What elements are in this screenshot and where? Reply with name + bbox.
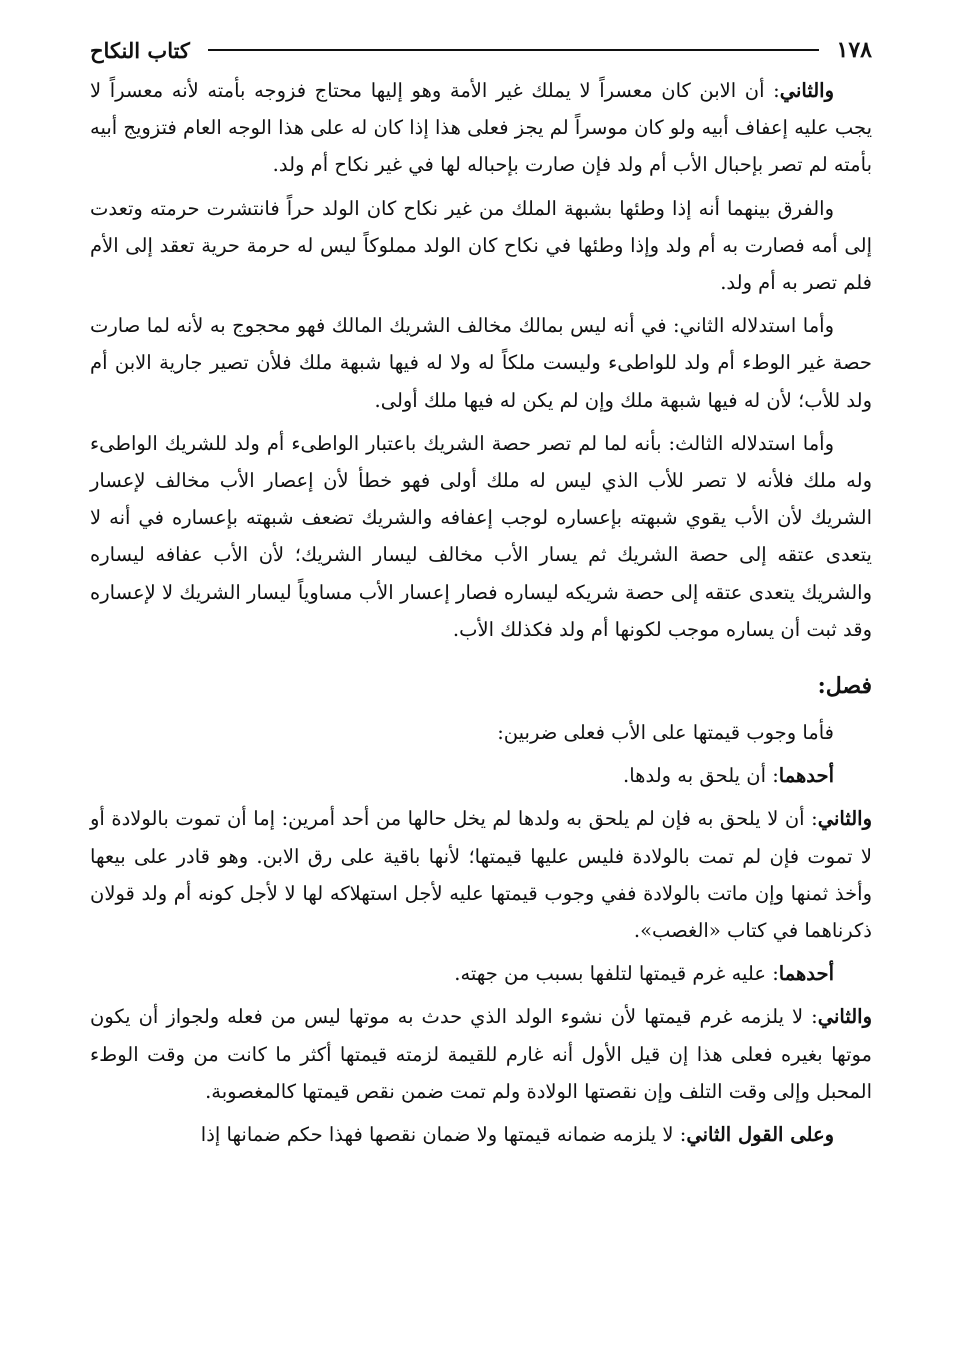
paragraph — [90, 1116, 872, 1153]
paragraph — [90, 757, 872, 794]
book-page — [90, 28, 872, 1358]
paragraph — [90, 800, 872, 949]
paragraph-text: : لا يلزمه ضمانه قيمتها ولا ضمان نقصها فهذا حكم ضمانها إذا — [200, 1123, 687, 1147]
paragraph — [90, 998, 872, 1110]
paragraph-text: والفرق بينهما أنه إذا وطئها بشبهة الملك من غير نكاح كان الولد حراً فانتشرت حرمته وتعدت إلى أمه فصارت به أم ولد وإذا وطئها في نكاح كان الولد مملوكاً ليس له حرمة حرية تعقد إلى الأم فلم تصر به أم ولد. — [90, 196, 872, 295]
paragraph — [90, 190, 872, 302]
running-header — [90, 28, 872, 72]
paragraph-text: : أن يلحق به ولدها. — [623, 764, 779, 788]
paragraph-text: فأما وجوب قيمتها على الأب فعلى ضربين: — [497, 721, 834, 745]
paragraph-text: وأما استدلاله الثالث: بأنه لما لم تصر حصة الشريك باعتبار الواطىء أم ولد للشريك الواطىء وله ملك فلأنه لا تصر للأب الذي ليس له ملك أولى فهو خطأ لأن إعصار الأب مخالف لإعسار الشريك لأن الأب يقوي شبهته بإعساره لوجب إعفافه والشريك تضعف شبهته بإعساره في أنه لا يتعدى عتقه إلى حصة الشريك ثم يسار الأب مخالف ليسار الشريك؛ لأن الأب عفافه ليساره والشريك يتعدى عتقه إلى حصة شريكه ليساره فصار إعسار الأب مساوياً ليسار الشريك لا لإعساره وقد ثبت أن يساره موجب لكونها أم ولد فكذلك الأب. — [90, 431, 872, 641]
paragraph-lead: وعلى القول الثاني — [686, 1123, 834, 1147]
book-title: كتاب النكاح — [90, 37, 190, 63]
paragraph-text: : عليه غرم قيمتها لتلفها بسبب من جهته. — [454, 962, 779, 986]
paragraph-lead: والثاني — [817, 1005, 872, 1029]
paragraph — [90, 307, 872, 419]
paragraph — [90, 425, 872, 648]
paragraph-lead: والثاني — [779, 79, 834, 102]
paragraph-lead: أحدهما — [778, 764, 834, 788]
paragraph — [90, 72, 872, 184]
paragraph-lead: أحدهما — [778, 962, 834, 986]
section-heading: فصل: — [817, 673, 872, 700]
header-rule — [208, 49, 819, 51]
paragraph-text: : أن لا يلحق به فإن لم يلحق به ولدها لم يخل حالها من أحد أمرين: إما أن تموت بالولادة أو لا تموت فإن لم تمت بالولادة فليس عليها قيمتها؛ لأنها باقية على رق الابن. وهو قادر على بيعها وأخذ ثمنها وإن ماتت بالولادة ففي وجوب قيمتها عليه لأجل استهلاكه لها لا لأجل كونه أم ولد قولان ذكرناهما في كتاب «الغصب». — [90, 807, 872, 943]
page-body — [90, 72, 872, 1153]
paragraph — [90, 955, 872, 992]
paragraph-text: : لا يلزمه غرم قيمتها لأن نشوء الولد الذي حدث به موتها ليس من فعله ولجواز أن يكون موتها بغيره فعلى هذا إن قيل الأول أنه غارم للقيمة لزمته قيمتها أكثر ما كانت من وقت الوطء المحبل وإلى وقت التلف وإن نقصتها الولادة ولم تمت ضمن نقص قيمتها كالمغصوبة. — [90, 1005, 872, 1103]
page-number: ١٧٨ — [836, 37, 872, 63]
paragraph-lead: والثاني — [817, 807, 873, 831]
paragraph — [90, 714, 872, 751]
paragraph-text: وأما استدلاله الثاني: في أنه ليس بمالك مخالف الشريك المالك فهو محجوج به لأنه لما صارت حصة غير الوطء أم ولد للواطىء وليست ملكاً له ولا له فيها شبهة ملك فلأن تصير جارية الابن أم ولد للأب؛ لأن له فيها شبهة ملك وإن لم يكن له فيها ملك أولى. — [90, 314, 872, 412]
paragraph-text: : أن الابن كان معسراً لا يملك غير الأمة وهو إليها محتاج فزوجه بأمته لأنه معسراً لا يجب عليه إعفاف أبيه ولو كان موسراً لم يجز فعلى هذا إذا كان له على هذا الوجه العام فتزويج أبيه بأمته لم تصر بإحبال الأب أم ولد فإن صارت بإحباله لها في غير نكاح أم ولد. — [90, 79, 872, 177]
